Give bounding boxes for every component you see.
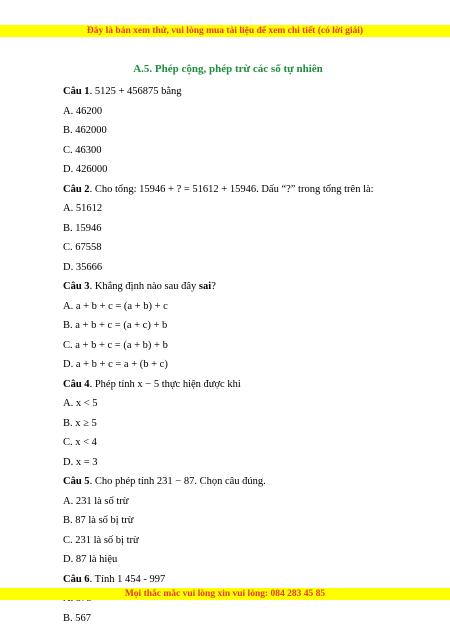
answer-option: C. a + b + c = (a + b) + b: [63, 339, 168, 351]
question-label: Câu 3: [63, 281, 90, 292]
footer-notice-text: Mọi thắc mắc vui lòng xin vui lòng: 084 283 45 85: [124, 589, 326, 599]
answer-option: B. 462000: [63, 125, 107, 136]
question-text: . Cho phép tính 231 − 87. Chọn câu đúng.: [89, 476, 266, 487]
answer-option: D. 35666: [63, 261, 103, 273]
question-text-end: ?: [211, 281, 216, 292]
question-label: Câu 1: [63, 86, 90, 97]
answer-option: C. 231 là số bị trừ: [63, 534, 139, 546]
answer-option: D. x = 3: [63, 456, 98, 468]
question-6: [63, 570, 393, 590]
answer-option: A. a + b + c = (a + b) + c: [63, 300, 168, 312]
question-text: . Khẳng định nào sau đây: [89, 281, 199, 292]
header-notice-text: Đây là bản xem thử, vui lòng mua tài liệu để xem chi tiết (có lời giải): [86, 26, 364, 36]
question-1: [63, 82, 393, 102]
question-label: Câu 4: [63, 378, 90, 390]
answer-option: B. 567: [63, 612, 92, 624]
question-text: . Tính 1 454 - 997: [89, 573, 166, 585]
answer-option: C. 46300: [63, 144, 102, 156]
question-3: [63, 277, 393, 297]
section-title: A.5. Phép cộng, phép trừ các số tự nhiên: [133, 63, 323, 75]
answer-option: C. 67558: [63, 242, 102, 253]
question-2: [63, 180, 393, 200]
question-label: Câu 2: [63, 183, 90, 195]
answer-option: B. 15946: [63, 222, 102, 234]
footer-notice-banner: [0, 588, 450, 600]
answer-option: D. 87 là hiệu: [63, 554, 118, 565]
answer-option: D. a + b + c = a + (b + c): [63, 359, 168, 370]
answer-option: A. 231 là số trừ: [63, 495, 129, 507]
answer-option: B. a + b + c = (a + c) + b: [63, 320, 168, 331]
header-notice-banner: [0, 25, 450, 37]
answer-option: B. x ≥ 5: [63, 417, 97, 429]
answer-option: B. 87 là số bị trừ: [63, 515, 134, 526]
question-5: [63, 472, 393, 492]
question-text: . Cho tổng: 15946 + ? = 51612 + 15946. Dấu “?” trong tổng trên là:: [89, 183, 374, 195]
question-label: Câu 6: [63, 573, 90, 585]
emphasis-text: sai: [198, 281, 212, 292]
question-label: Câu 5: [63, 476, 90, 487]
document-body: [63, 58, 393, 628]
question-4: [63, 375, 393, 395]
answer-option: A. 46200: [63, 105, 103, 117]
answer-option: A. 51612: [63, 203, 103, 214]
answer-option: C. x < 4: [63, 437, 97, 448]
question-text: . Phép tính x − 5 thực hiện được khi: [89, 378, 241, 390]
answer-option: A. x < 5: [63, 398, 98, 409]
answer-option: D. 426000: [63, 164, 108, 175]
question-text: . 5125 + 456875 bằng: [89, 86, 182, 97]
